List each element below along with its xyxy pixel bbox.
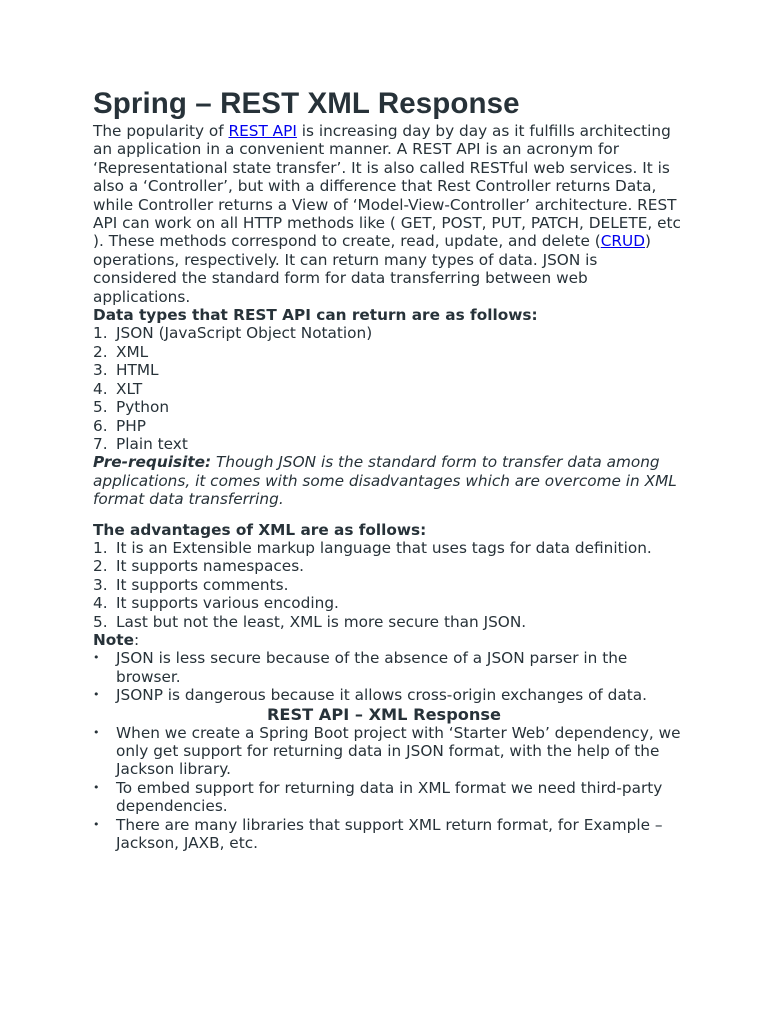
prerequisite-paragraph <box>93 453 685 508</box>
list-item-text: When we create a Spring Boot project with ‘Starter Web’ dependency, we only get support for returning data in JSON format, with the help of the Jackson library. <box>116 723 681 779</box>
list-item-text: XLT <box>116 379 143 398</box>
note-label-line <box>93 631 685 649</box>
list-item <box>93 724 685 779</box>
list-item <box>93 576 685 594</box>
list-item-text: JSONP is dangerous because it allows cross-origin exchanges of data. <box>116 686 647 705</box>
prerequisite-text: Though JSON is the standard form to transfer data among applications, it comes with some disadvantages which are overcome in XML format data transferring. <box>93 453 677 509</box>
list-item <box>93 594 685 612</box>
note-list <box>93 649 685 704</box>
advantages-heading: The advantages of XML are as follows: <box>93 520 427 539</box>
list-number: 3. <box>93 361 108 380</box>
list-item <box>93 435 685 453</box>
list-item <box>93 539 685 557</box>
list-item-text: Last but not the least, XML is more secure than JSON. <box>116 612 527 631</box>
list-item-text: PHP <box>116 416 146 435</box>
list-number: 4. <box>93 379 108 398</box>
list-item-text: Python <box>116 398 170 417</box>
data-types-heading: Data types that REST API can return are as follows: <box>93 306 538 325</box>
list-item <box>93 380 685 398</box>
advantages-list <box>93 539 685 631</box>
list-item-text: It is an Extensible markup language that uses tags for data definition. <box>116 538 652 557</box>
list-item <box>93 816 685 853</box>
list-item <box>93 557 685 575</box>
list-item <box>93 417 685 435</box>
list-item <box>93 686 685 704</box>
intro-text-start: The popularity of <box>93 122 229 140</box>
bullet-icon: • <box>93 651 100 665</box>
rest-api-link[interactable]: REST API <box>228 122 297 140</box>
bullet-icon: • <box>93 688 100 702</box>
crud-link[interactable]: CRUD <box>600 232 646 251</box>
list-number: 7. <box>93 434 108 453</box>
list-item-text: HTML <box>116 361 159 380</box>
bullet-icon: • <box>93 780 100 794</box>
note-label: Note <box>93 630 134 649</box>
bullet-icon: • <box>93 817 100 831</box>
intro-text-middle: is increasing day by day as it fulfills architecting an application in a convenient manner. A REST API is an acronym for ‘Representational state transfer’. It is also called RESTful web services. It is also a ‘Controller’, but with a difference that Rest Controller returns Data, while Controller returns a View of ‘Model-View-Controller’ architecture. REST API can work on all HTTP methods like ( GET, POST, PUT, PATCH, DELETE, etc ). These methods correspond to create, read, update, and delete ( <box>93 122 681 251</box>
list-item-text: JSON is less secure because of the absence of a JSON parser in the browser. <box>116 649 628 686</box>
note-colon: : <box>134 630 140 649</box>
xml-response-heading: REST API – XML Response <box>266 704 502 724</box>
data-types-list <box>93 324 685 453</box>
list-item-text: It supports comments. <box>116 575 289 594</box>
intro-paragraph <box>93 122 685 306</box>
list-number: 6. <box>93 416 108 435</box>
list-number: 2. <box>93 557 108 576</box>
list-item <box>93 398 685 416</box>
list-item <box>93 649 685 686</box>
list-number: 5. <box>93 398 108 417</box>
list-item-text: It supports namespaces. <box>116 557 305 576</box>
list-number: 5. <box>93 612 108 631</box>
list-item-text: Plain text <box>116 434 188 453</box>
list-item-text: XML <box>116 342 149 361</box>
document-page <box>93 86 685 852</box>
intro-text-end: ) operations, respectively. It can return many types of data. JSON is considered the standard form for data transferring between web applications. <box>93 232 651 306</box>
list-number: 4. <box>93 594 108 613</box>
list-number: 2. <box>93 342 108 361</box>
page-title: Spring – REST XML Response <box>93 87 520 120</box>
list-item <box>93 343 685 361</box>
list-item-text: JSON (JavaScript Object Notation) <box>116 324 373 343</box>
list-number: 1. <box>93 538 108 557</box>
xml-response-list <box>93 724 685 853</box>
list-number: 3. <box>93 575 108 594</box>
list-item-text: It supports various encoding. <box>116 594 339 613</box>
list-item <box>93 361 685 379</box>
list-item <box>93 324 685 342</box>
bullet-icon: • <box>93 725 100 739</box>
list-item <box>93 779 685 816</box>
list-item-text: There are many libraries that support XML return format, for Example – Jackson, JAXB, etc. <box>116 815 663 853</box>
list-number: 1. <box>93 324 108 343</box>
list-item-text: To embed support for returning data in XML format we need third-party dependencies. <box>116 778 663 816</box>
prerequisite-label: Pre-requisite: <box>93 453 212 472</box>
list-item <box>93 613 685 631</box>
